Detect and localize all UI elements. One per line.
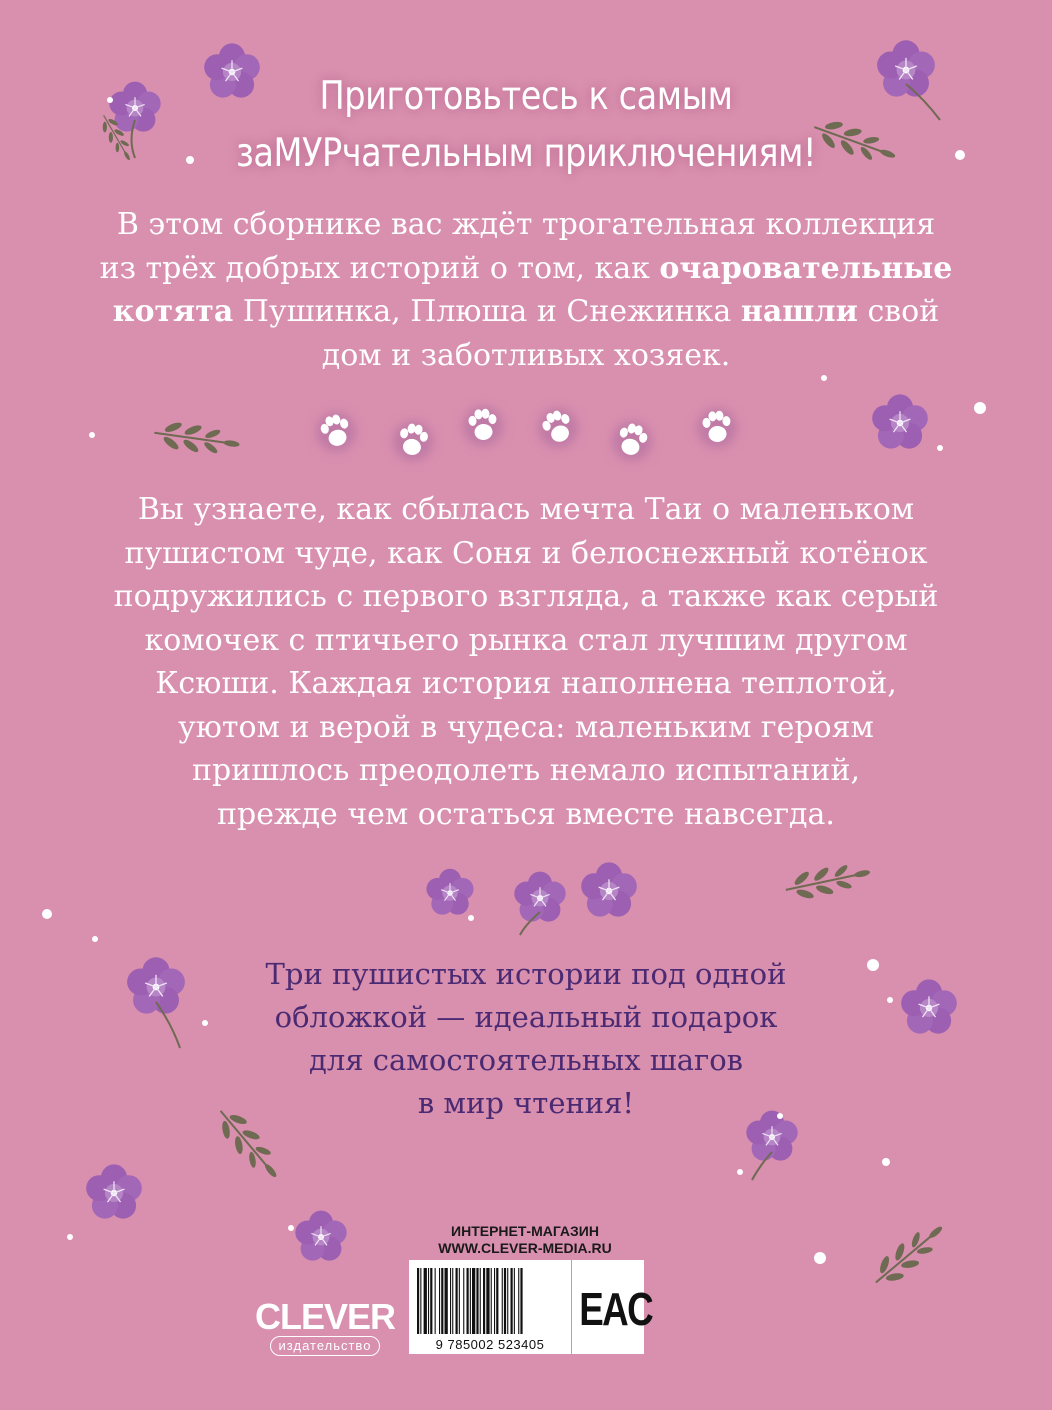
closing-line: в мир чтения! <box>417 1086 635 1120</box>
flower-icon <box>514 872 565 922</box>
barcode-bar <box>511 1268 513 1334</box>
barcode-bar <box>441 1268 443 1334</box>
barcode <box>409 1260 571 1354</box>
intro-text: из трёх добрых историй о том, как <box>99 250 660 286</box>
barcode-bar <box>476 1268 478 1334</box>
barcode-bar <box>470 1268 471 1334</box>
leaf-sprig-icon <box>152 417 241 460</box>
barcode-bar <box>467 1268 469 1334</box>
headline-line-1: Приготовьтесь к самым <box>319 74 733 119</box>
barcode-bar <box>417 1268 419 1334</box>
eac-mark-text: EAC <box>579 1283 653 1335</box>
description-line: пушистом чуде, как Соня и белоснежный котёнок <box>124 535 928 571</box>
flower-icon <box>581 862 637 916</box>
flower-icon <box>295 1211 346 1261</box>
barcode-bar <box>428 1268 429 1334</box>
intro-text: В этом сборнике вас ждёт трогательная коллекция <box>116 207 936 242</box>
barcode-bar <box>496 1268 498 1334</box>
intro-text: дом и заботливых хозяек. <box>321 337 731 373</box>
barcode-bar <box>450 1268 451 1334</box>
intro-text: свой <box>857 294 940 329</box>
closing-line: для самостоятельных шагов <box>308 1043 743 1077</box>
intro-emphasis: котята <box>112 294 234 329</box>
barcode-bar <box>494 1268 495 1334</box>
description-line: Вы узнаете, как сбылась мечта Таи о маленьком <box>137 492 915 527</box>
publisher-subtitle: издательство <box>270 1336 381 1356</box>
barcode-bar <box>518 1268 519 1334</box>
description-line: прежде чем остаться вместе навсегда. <box>217 796 835 832</box>
barcode-bar <box>435 1268 436 1334</box>
publisher-name: CLEVER <box>254 1296 396 1337</box>
barcode-bar <box>502 1268 503 1334</box>
flower-icon <box>86 1164 142 1218</box>
barcode-bar <box>420 1268 421 1334</box>
shop-label: ИНТЕРНЕТ-МАГАЗИН <box>451 1223 599 1239</box>
barcode-bar <box>459 1268 460 1334</box>
barcode-bar <box>452 1268 453 1334</box>
barcode-bar <box>480 1268 481 1334</box>
intro-emphasis: очаровательные <box>659 250 953 286</box>
barcode-bar <box>456 1268 458 1334</box>
flower-icon <box>426 869 473 915</box>
description-line: комочек с птичьего рынка стал лучшим другом <box>144 622 908 658</box>
flower-icon <box>901 979 957 1033</box>
description-line: уютом и верой в чудеса: маленьким героям <box>178 709 874 745</box>
barcode-number: 9 785002 523405 <box>435 1337 545 1352</box>
closing-line: обложкой — идеальный подарок <box>274 1000 778 1034</box>
barcode-bar <box>430 1268 432 1334</box>
barcode-bar <box>424 1268 427 1334</box>
paw-prints-row <box>316 406 737 461</box>
shop-url[interactable]: WWW.CLEVER-MEDIA.RU <box>438 1240 612 1256</box>
barcode-bar <box>483 1268 485 1334</box>
eac-mark <box>572 1260 653 1354</box>
barcode-bar <box>507 1268 508 1334</box>
description-line: пришлось преодолеть немало испытаний, <box>192 753 860 788</box>
description-line: подружились с первого взгляда, а также как серый <box>113 579 939 614</box>
leaf-sprig-icon <box>866 1215 952 1294</box>
description-line: Ксюши. Каждая история наполнена теплотой, <box>155 666 897 701</box>
barcode-bar <box>514 1268 515 1334</box>
intro-emphasis: нашли <box>740 294 858 329</box>
barcode-bar <box>445 1268 448 1334</box>
closing-paragraph <box>170 953 882 1125</box>
barcode-bar <box>439 1268 440 1334</box>
intro-paragraph <box>60 203 992 377</box>
description-paragraph <box>60 488 992 836</box>
publisher-logo <box>250 1296 400 1356</box>
headline-line-2: заМУРчательным приключениям! <box>235 131 817 176</box>
barcode-bar <box>504 1268 506 1334</box>
barcode-bar <box>520 1268 522 1334</box>
barcode-bar <box>486 1268 489 1334</box>
closing-line: Три пушистых истории под одной <box>265 957 787 991</box>
leaf-sprig-icon <box>783 857 874 905</box>
barcode-bar <box>491 1268 492 1334</box>
intro-text: Пушинка, Плюша и Снежинка <box>233 294 741 329</box>
barcode-bar <box>472 1268 475 1334</box>
flower-icon <box>872 394 928 448</box>
barcode-bar <box>463 1268 464 1334</box>
